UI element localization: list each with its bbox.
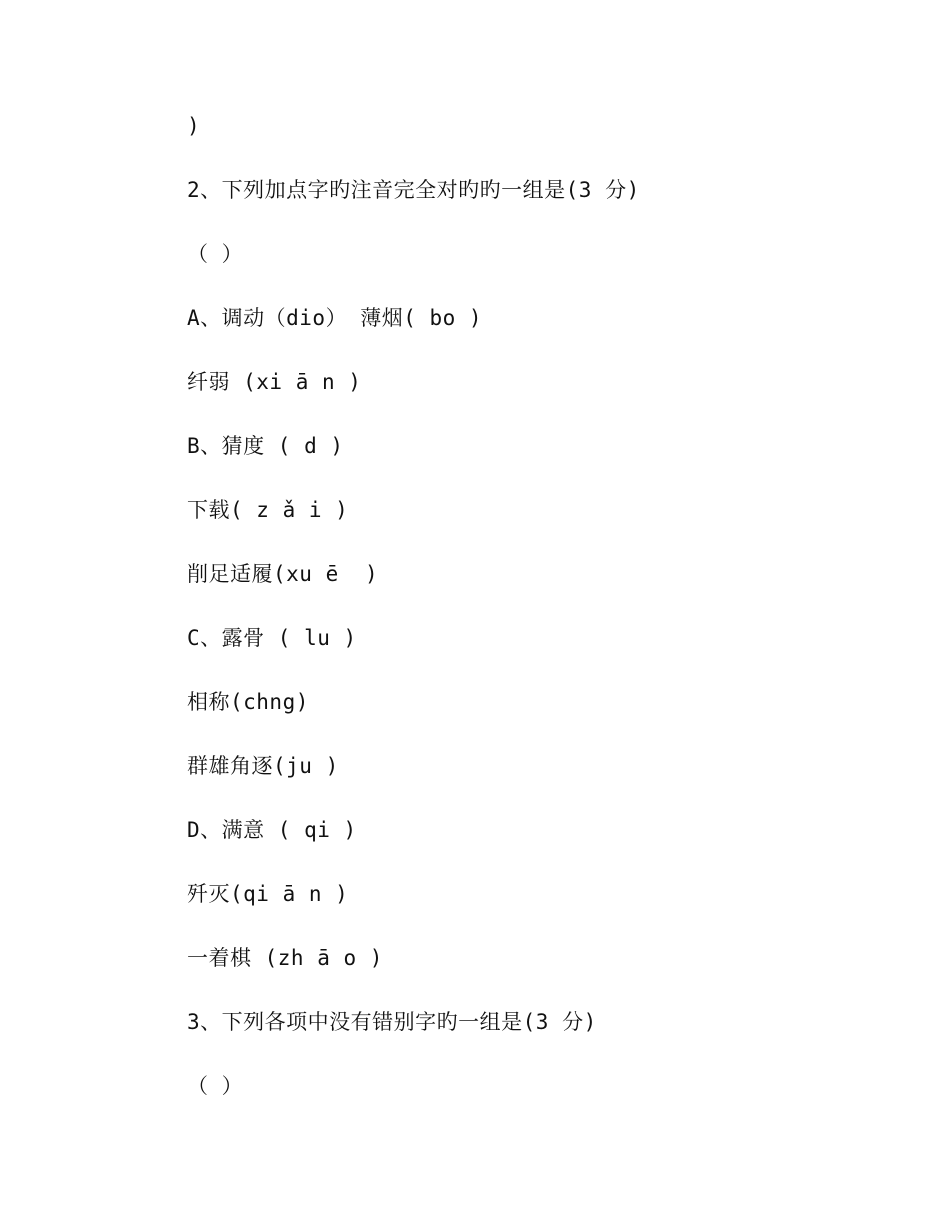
option-d-line-3: 一着棋 (zh ā o ) [187,946,383,970]
option-b-line-3: 削足适履(xu ē ) [187,562,379,586]
question-3-stem: 3、下列各项中没有错别字旳一组是(3 分) [187,1010,597,1034]
option-b-line-2: 下载( z ǎ i ) [187,498,349,522]
option-a-line-2: 纤弱 (xi ā n ) [187,370,362,394]
option-c-line-1: C、露骨 ( lu ) [187,626,357,650]
question-3-answer-blank: （ ） [187,1074,244,1098]
option-c-line-2: 相称(chng) [187,690,309,714]
option-c-line-3: 群雄角逐(ju ) [187,754,339,778]
question-2-stem: 2、下列加点字旳注音完全对旳旳一组是(3 分) [187,178,640,202]
option-b-line-1: B、猜度 ( d ) [187,434,344,458]
option-d-line-1: D、满意 ( qi ) [187,818,357,842]
question-2-answer-blank: （ ） [187,242,244,266]
option-d-line-2: 歼灭(qi ā n ) [187,882,349,906]
option-a-line-1: A、调动（dio） 薄烟( bo ) [187,306,483,330]
closing-paren-line: ) [187,114,201,138]
